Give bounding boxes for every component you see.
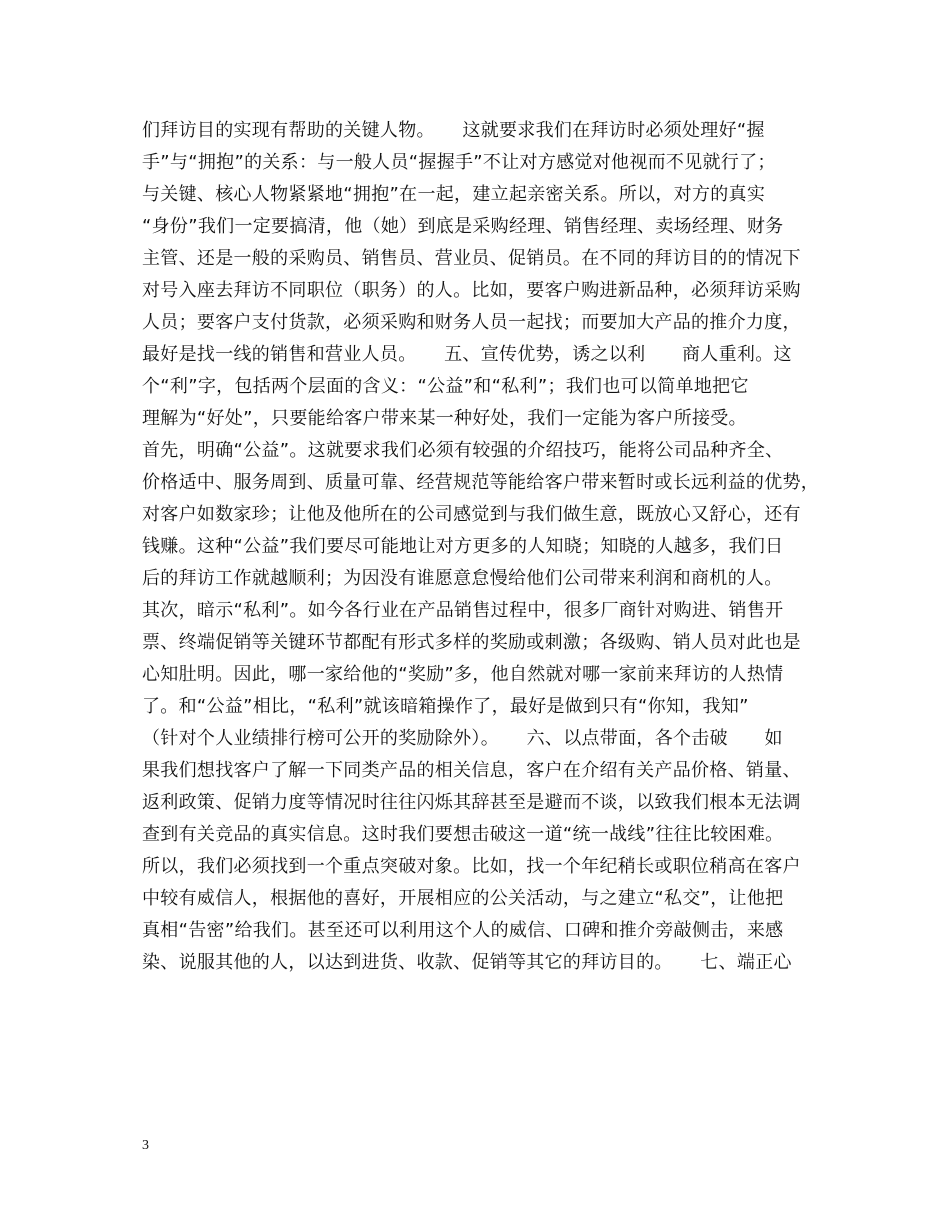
text-line: 果我们想找客户了解一下同类产品的相关信息，客户在介绍有关产品价格、销量、	[142, 760, 801, 781]
text-line: 与关键、核心人物紧紧地“拥抱”在一起，建立起亲密关系。所以，对方的真实	[142, 184, 766, 205]
text-line: 返利政策、促销力度等情况时往往闪烁其辞甚至是避而不谈，以致我们根本无法调	[142, 792, 801, 813]
text-line: 了。和“公益”相比，“私利”就该暗箱操作了，最好是做到只有“你知，我知”	[142, 696, 749, 717]
text-line: 对客户如数家珍；让他及他所在的公司感觉到与我们做生意，既放心又舒心，还有	[142, 504, 801, 525]
text-line: 查到有关竞品的真实信息。这时我们要想击破这一道“统一战线”往往比较困难。	[142, 824, 784, 845]
text-line: 价格适中、服务周到、质量可靠、经营规范等能给客户带来暂时或长远利益的优势，	[142, 472, 820, 493]
body-text	[142, 115, 822, 979]
text-line: 们拜访目的实现有帮助的关键人物。 这就要求我们在拜访时必须处理好“握	[142, 120, 765, 141]
text-line: 真相“告密”给我们。甚至还可以利用这个人的威信、口碑和推介旁敲侧击，来感	[142, 920, 784, 941]
text-line: 首先，明确“公益”。这就要求我们必须有较强的介绍技巧，能将公司品种齐全、	[142, 440, 784, 461]
text-line: 对号入座去拜访不同职位（职务）的人。比如，要客户购进新品种，必须拜访采购	[142, 280, 801, 301]
text-line: 中较有威信人，根据他的喜好，开展相应的公关活动，与之建立“私交”，让他把	[142, 888, 784, 909]
text-line: 个“利”字，包括两个层面的含义：“公益”和“私利”；我们也可以简单地把它	[142, 376, 749, 397]
text-line: 人员；要客户支付货款，必须采购和财务人员一起找；而要加大产品的推介力度，	[142, 312, 801, 333]
text-line: 心知肚明。因此，哪一家给他的“奖励”多，他自然就对哪一家前来拜访的人热情	[142, 664, 784, 685]
text-line: 理解为“好处”，只要能给客户带来某一种好处，我们一定能为客户所接受。	[142, 408, 747, 429]
text-line: 手”与“拥抱”的关系：与一般人员“握握手”不让对方感觉对他视而不见就行了；	[142, 152, 776, 173]
text-line: 票、终端促销等关键环节都配有形式多样的奖励或刺激；各级购、销人员对此也是	[142, 632, 801, 653]
text-line: “身份”我们一定要搞清，他（她）到底是采购经理、销售经理、卖场经理、财务	[142, 216, 784, 237]
text-line: 染、说服其他的人，以达到进货、收款、促销等其它的拜访目的。 七、端正心	[142, 952, 792, 973]
text-line: 所以，我们必须找到一个重点突破对象。比如，找一个年纪稍长或职位稍高在客户	[142, 856, 801, 877]
text-line: 其次，暗示“私利”。如今各行业在产品销售过程中，很多厂商针对购进、销售开	[142, 600, 784, 621]
page-number: 3	[142, 1138, 149, 1153]
text-line: 最好是找一线的销售和营业人员。 五、宣传优势，诱之以利 商人重利。这	[142, 344, 792, 365]
text-line: 后的拜访工作就越顺利；为因没有谁愿意怠慢给他们公司带来利润和商机的人。	[142, 568, 783, 589]
text-line: 钱赚。这种“公益”我们要尽可能地让对方更多的人知晓；知晓的人越多，我们日	[142, 536, 784, 557]
text-line: 主管、还是一般的采购员、销售员、营业员、促销员。在不同的拜访目的的情况下	[142, 248, 801, 269]
text-line: （针对个人业绩排行榜可公开的奖励除外）。 六、以点带面，各个击破 如	[142, 728, 783, 749]
